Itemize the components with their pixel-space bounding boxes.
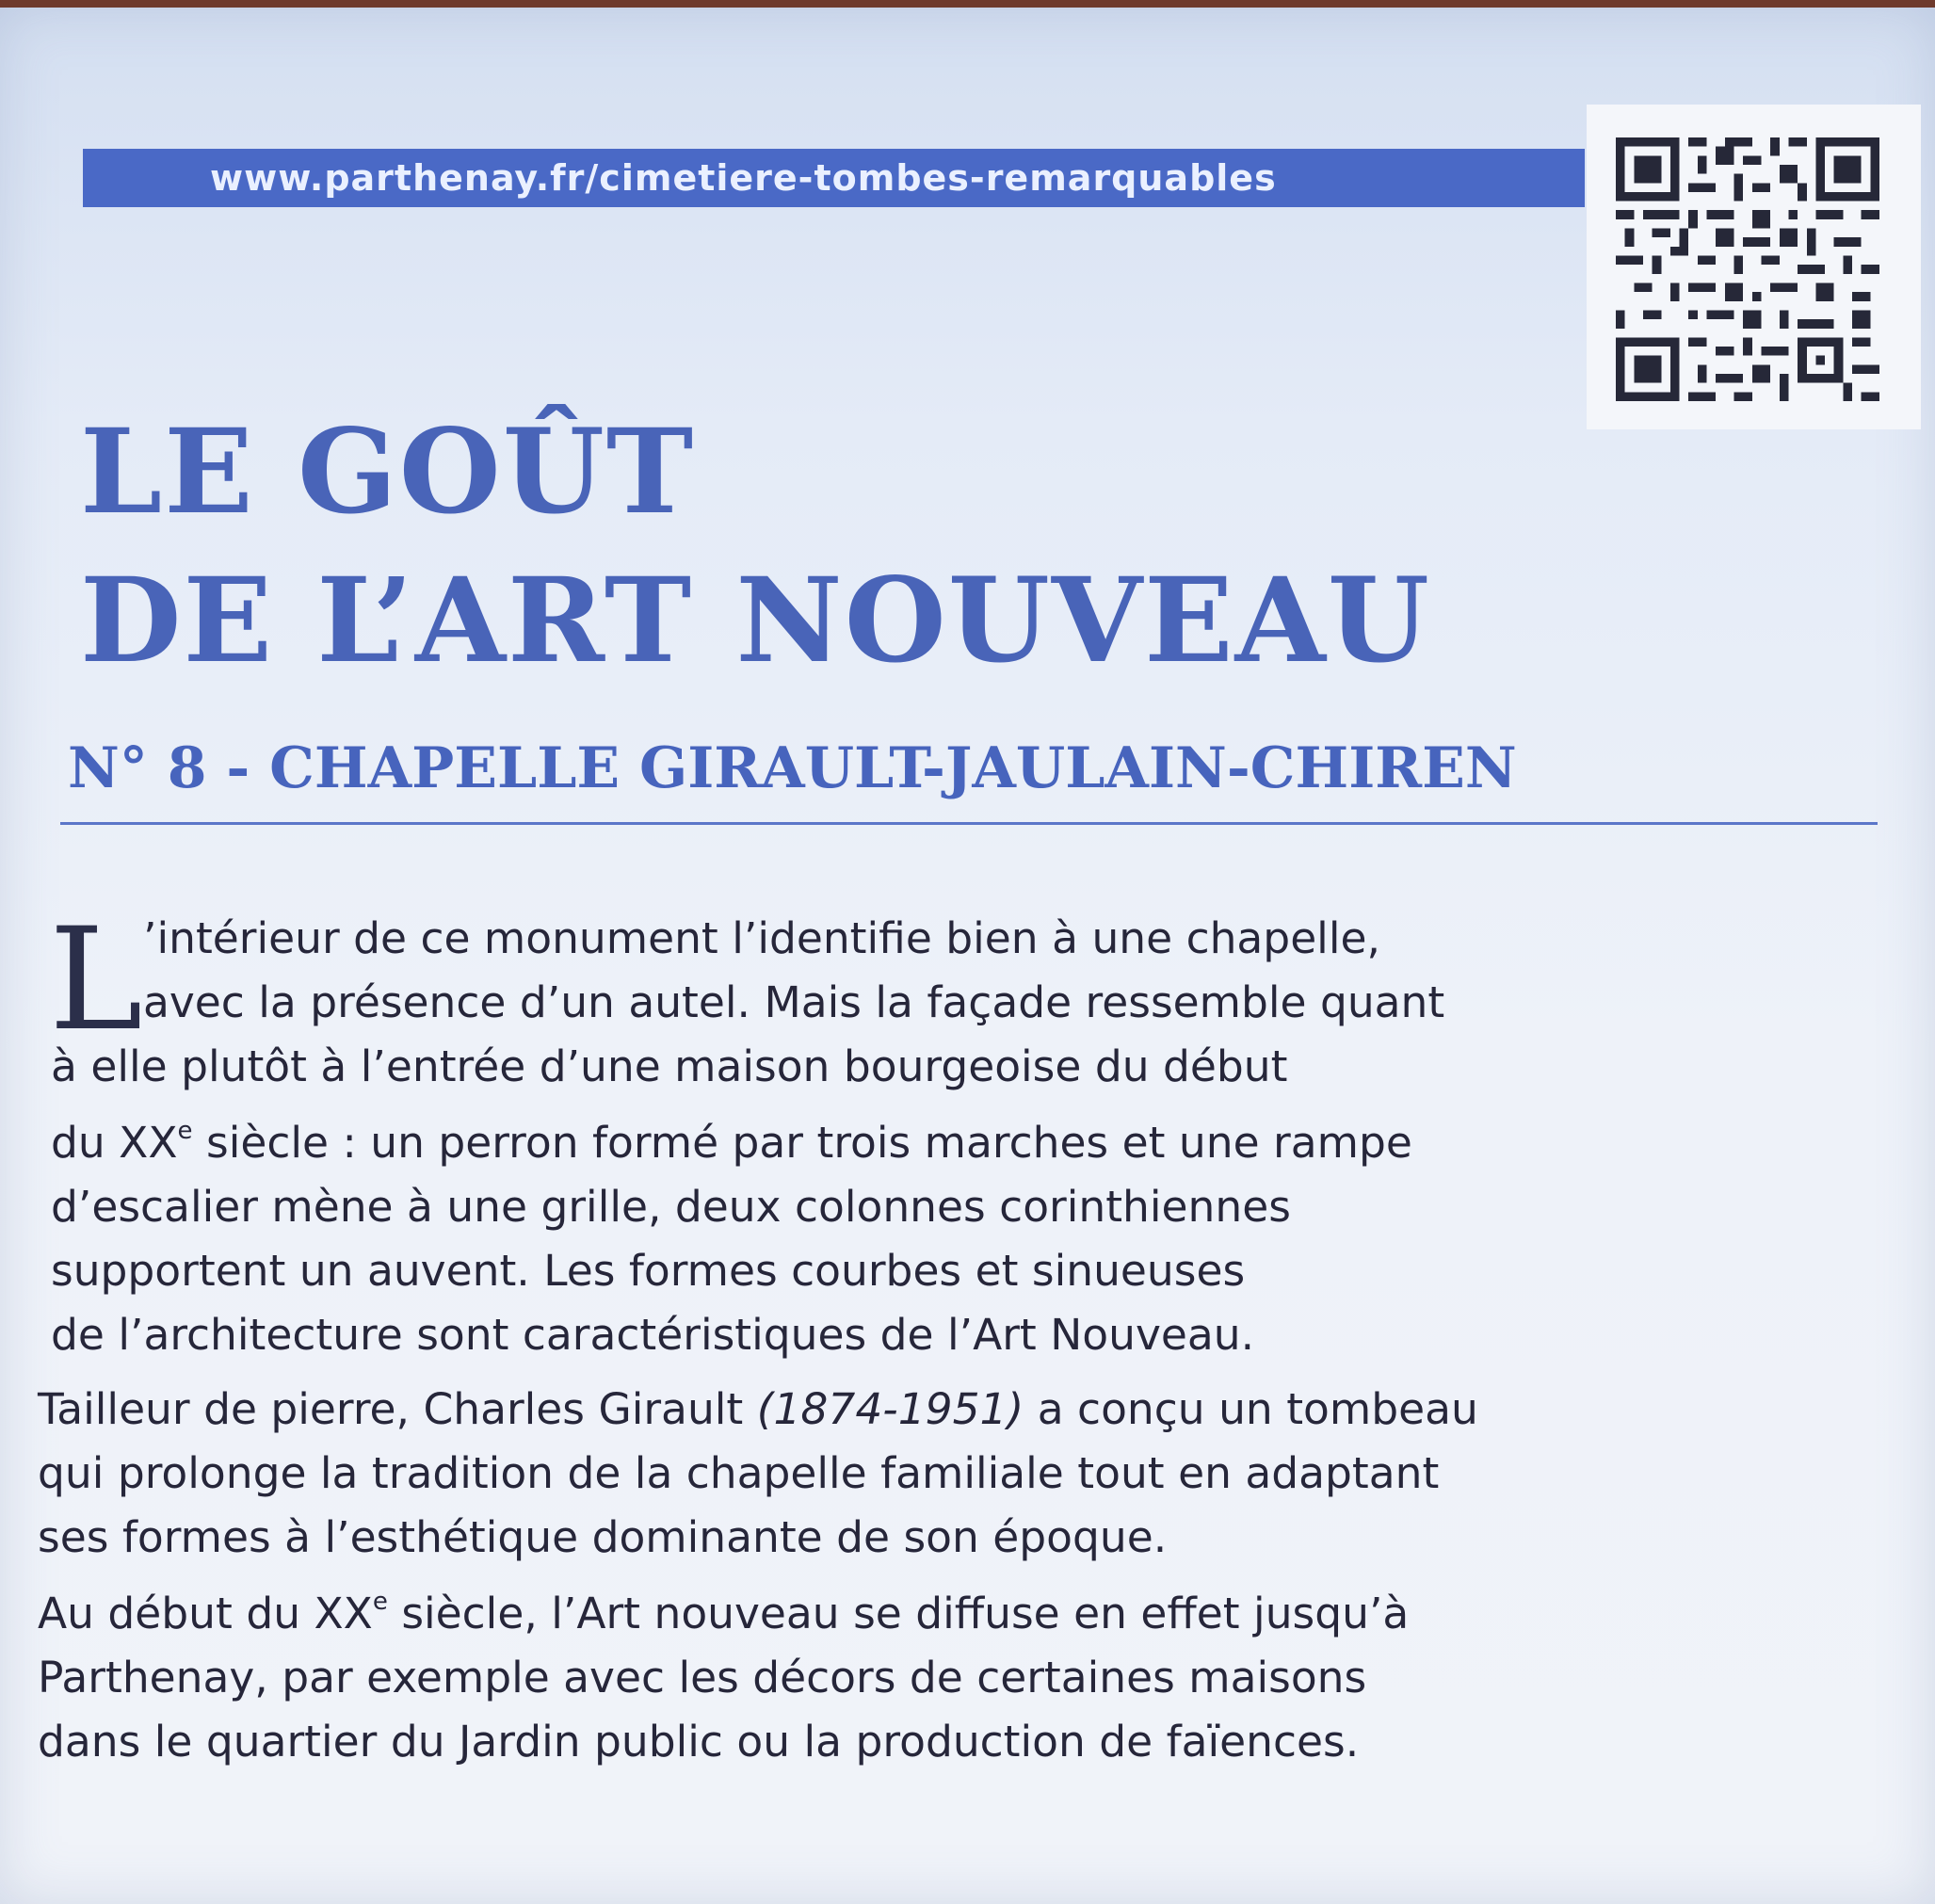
paragraph-2-line [38, 1378, 1478, 1442]
paragraph-2-line: qui prolonge la tradition de la chapelle familiale tout en adaptant [38, 1448, 1440, 1498]
text-fragment: a conçu un tombeau [1024, 1384, 1478, 1434]
url-banner [83, 149, 1585, 207]
information-plaque [0, 8, 1935, 1904]
paragraph-1-line: avec la présence d’un autel. Mais la façade ressemble quant [143, 977, 1445, 1027]
paragraph-1-line: d’escalier mène à une grille, deux colonnes corinthiennes [51, 1182, 1291, 1232]
text-fragment: Au début du XX [38, 1589, 373, 1638]
paragraph-1-line: supportent un auvent. Les formes courbes et sinueuses [51, 1246, 1246, 1296]
plaque-subtitle: N° 8 - CHAPELLE GIRAULT-JAULAIN-CHIREN [68, 735, 1517, 801]
divider [60, 822, 1878, 825]
website-url: www.parthenay.fr/cimetiere-tombes-remarquables [210, 157, 1277, 199]
paragraph-1-line: ’intérieur de ce monument l’identifie bien à une chapelle, [143, 913, 1380, 963]
paragraph-2 [38, 1378, 1478, 1774]
title-line-2: DE L’ART NOUVEAU [80, 553, 1431, 689]
text-fragment: siècle : un perron formé par trois marches et une rampe [192, 1118, 1412, 1168]
qr-code-icon [1612, 137, 1883, 401]
paragraph-2-line: dans le quartier du Jardin public ou la production de faïences. [38, 1717, 1360, 1767]
qr-code-panel [1587, 105, 1921, 429]
paragraph-2-line [38, 1570, 1478, 1646]
paragraph-2-line: ses formes à l’esthétique dominante de son époque. [38, 1512, 1168, 1562]
plaque-title [80, 398, 1431, 696]
text-fragment: Tailleur de pierre, Charles Girault [38, 1384, 757, 1434]
text-fragment: siècle, l’Art nouveau se diffuse en effet jusqu’à [387, 1589, 1410, 1638]
paragraph-1-line [51, 1099, 1444, 1175]
dates: (1874-1951) [756, 1384, 1024, 1434]
superscript: e [177, 1117, 193, 1145]
superscript: e [372, 1588, 388, 1616]
text-fragment: du XX [51, 1118, 178, 1168]
drop-cap: L [49, 898, 143, 1062]
paragraph-1-line: à elle plutôt à l’entrée d’une maison bourgeoise du début [51, 1041, 1288, 1091]
paragraph-1-line: de l’architecture sont caractéristiques de l’Art Nouveau. [51, 1310, 1255, 1360]
paragraph-2-line: Parthenay, par exemple avec les décors de certaines maisons [38, 1653, 1367, 1702]
paragraph-1 [49, 898, 1445, 1367]
title-line-1: LE GOÛT [80, 404, 696, 541]
